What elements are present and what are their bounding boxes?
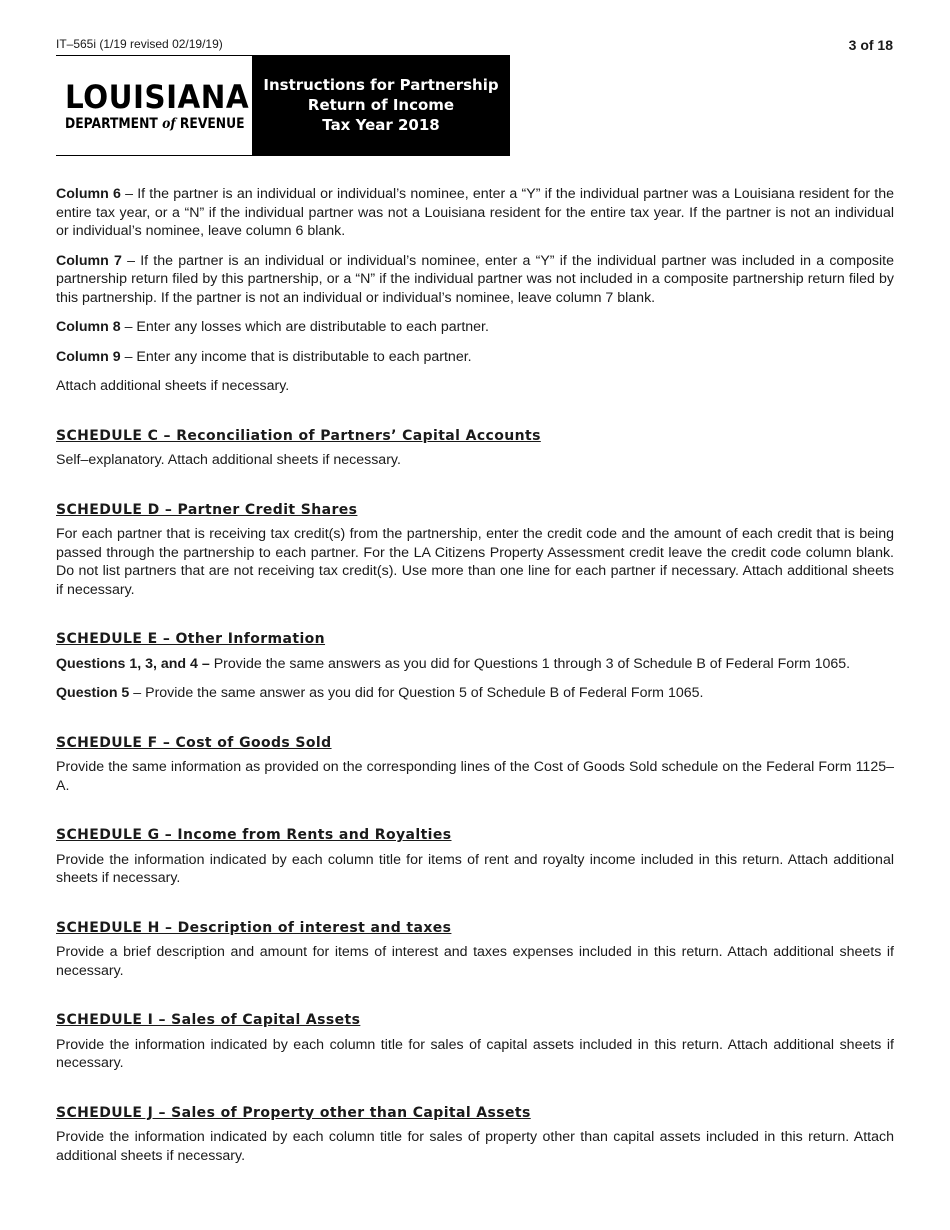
schedule-j-heading: SCHEDULE J – Sales of Property other than Capital Assets <box>56 1104 531 1121</box>
title-line-1: Instructions for Partnership <box>263 76 499 94</box>
schedule-f-heading: SCHEDULE F – Cost of Goods Sold <box>56 734 332 751</box>
title-line-2: Return of Income <box>307 96 455 114</box>
attach-note: Attach additional sheets if necessary. <box>56 378 290 394</box>
agency-logo <box>56 55 252 156</box>
document-title <box>252 55 510 156</box>
instructions-body <box>56 185 894 1176</box>
schedule-c-heading: SCHEDULE C – Reconciliation of Partners’ Capital Accounts <box>56 427 541 444</box>
column-8-instruction: Column 8 – Enter any losses which are distributable to each partner. <box>56 319 489 335</box>
page-number: 3 of 18 <box>848 37 893 53</box>
schedule-j-text: Provide the information indicated by each column title for sales of property other than capital assets included in this return. Attach additional sheets if necessary. <box>56 1129 894 1164</box>
schedule-i-heading: SCHEDULE I – Sales of Capital Assets <box>56 1012 361 1028</box>
title-line-3: Tax Year 2018 <box>322 116 440 134</box>
schedule-d-text: For each partner that is receiving tax credit(s) from the partnership, enter the credit code and the amount of each credit that is being passed through the partnership to each partner. For the LA Citizens Property Assessment credit leave the credit code column blank. Do not list partners that are not receiving tax credit(s). Use more than one line for each partner if necessary. Attach additional sheets if necessary. <box>56 526 894 598</box>
logo-state-name: LOUISIANA <box>65 78 250 116</box>
column-9-instruction: Column 9 – Enter any income that is distributable to each partner. <box>56 348 472 365</box>
schedule-e-question-5: Question 5 – Provide the same answer as you did for Question 5 of Schedule B of Federal Form 1065. <box>56 685 704 701</box>
schedule-i-text: Provide the information indicated by each column title for sales of capital assets included in this return. Attach additional sheets if necessary. <box>56 1036 894 1071</box>
schedule-g-text: Provide the information indicated by each column title for items of rent and royalty income included in this return. Attach additional sheets if necessary. <box>56 851 894 886</box>
schedule-h-text: Provide a brief description and amount for items of interest and taxes expenses included in this return. Attach additional sheets if necessary. <box>56 944 894 979</box>
column-7-instruction: Column 7 – If the partner is an individual or individual’s nominee, enter a “Y” if the individual partner was included in a composite partnership return filed by this partnership, or a “N” if the individual partner was not included in a composite partnership return filed by this partnership. If the partner is not an individual or individual’s nominee, leave column 7 blank. <box>56 252 894 306</box>
form-id: IT–565i (1/19 revised 02/19/19) <box>56 37 223 51</box>
column-6-instruction: Column 6 – If the partner is an individual or individual’s nominee, enter a “Y” if the individual partner was a Louisiana resident for the entire tax year, or a “N” if the individual partner was not a Louisiana resident for the entire tax year. If the partner is not an individual or individual’s nominee, leave column 6 blank. <box>56 186 894 239</box>
logo-department: DEPARTMENT of REVENUE <box>65 116 245 132</box>
schedule-e-questions-1-3-4: Questions 1, 3, and 4 – Provide the same answers as you did for Questions 1 through 3 of Schedule B of Federal Form 1065. <box>56 655 851 672</box>
schedule-g-heading: SCHEDULE G – Income from Rents and Royalties <box>56 827 452 843</box>
schedule-d-heading: SCHEDULE D – Partner Credit Shares <box>56 501 358 518</box>
schedule-c-text: Self–explanatory. Attach additional sheets if necessary. <box>56 452 401 468</box>
schedule-e-heading: SCHEDULE E – Other Information <box>56 631 326 647</box>
schedule-h-heading: SCHEDULE H – Description of interest and taxes <box>56 919 452 936</box>
schedule-f-text: Provide the same information as provided on the corresponding lines of the Cost of Goods Sold schedule on the Federal Form 1125–A. <box>56 759 894 794</box>
